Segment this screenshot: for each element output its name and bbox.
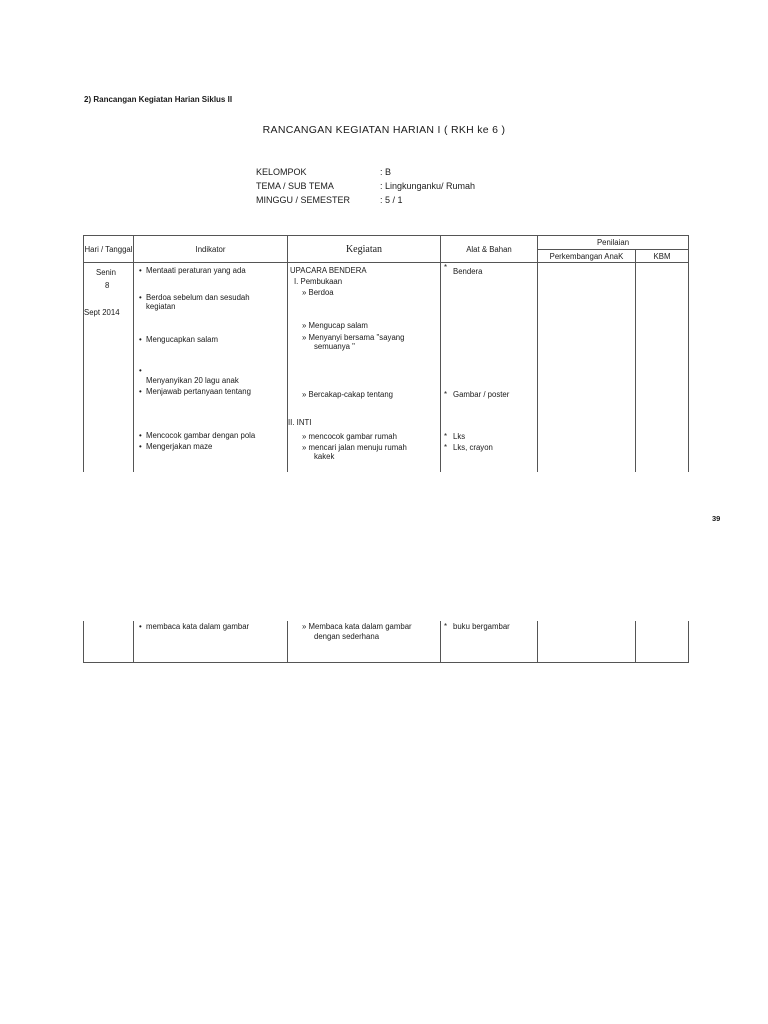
asterisk: * xyxy=(444,432,448,441)
kegiatan-item: » Bercakap-cakap tentang xyxy=(302,390,394,399)
date-day: 8 xyxy=(105,281,110,290)
asterisk: * xyxy=(444,390,448,399)
header-penilaian: Penilaian xyxy=(538,236,689,250)
meta-value: : B xyxy=(380,167,392,177)
indikator-item: • Menjawab pertanyaan tentang xyxy=(146,387,251,396)
meta-label: KELOMPOK xyxy=(256,167,307,177)
indikator-item: • Berdoa sebelum dan sesudah xyxy=(146,293,250,302)
document-title: RANCANGAN KEGIATAN HARIAN I ( RKH ke 6 ) xyxy=(262,124,506,136)
kegiatan-item: » Berdoa xyxy=(302,288,334,297)
cell-perkembangan-anak xyxy=(538,621,636,663)
meta-value: : 5 / 1 xyxy=(380,195,403,205)
alat-item: Lks, crayon xyxy=(453,443,493,452)
asterisk: * xyxy=(444,622,448,631)
indikator-item: Menyanyikan 20 lagu anak xyxy=(146,376,239,385)
header-indikator: Indikator xyxy=(134,236,288,263)
indikator-item: • Mengucapkan salam xyxy=(146,335,218,344)
meta-value: : Lingkunganku/ Rumah xyxy=(380,181,476,191)
kegiatan-item: » Menyanyi bersama "sayang xyxy=(302,333,405,342)
activity-table-continued xyxy=(83,621,689,663)
kegiatan-item: » Mengucap salam xyxy=(302,321,368,330)
cell-indikator xyxy=(134,263,288,473)
bullet-dot: • xyxy=(139,366,142,375)
cell-alat-bahan xyxy=(441,263,538,473)
section-heading: 2) Rancangan Kegiatan Harian Siklus II xyxy=(84,95,233,104)
cell-kegiatan xyxy=(288,263,441,473)
kegiatan-item: UPACARA BENDERA xyxy=(290,266,367,275)
alat-item: buku bergambar xyxy=(453,622,510,631)
cell-hari-tanggal xyxy=(84,263,134,473)
header-perkembangan-anak: Perkembangan AnaK xyxy=(538,250,636,263)
indikator-item: • membaca kata dalam gambar xyxy=(146,622,249,631)
asterisk: * xyxy=(444,263,448,272)
kegiatan-item-cont: semuanya " xyxy=(314,342,355,351)
cell-hari-tanggal xyxy=(84,621,134,663)
indikator-item-cont: kegiatan xyxy=(146,302,176,311)
kegiatan-item: » mencocok gambar rumah xyxy=(302,432,397,441)
alat-item: Lks xyxy=(453,432,466,441)
cell-alat-bahan xyxy=(441,621,538,663)
alat-item: Bendera xyxy=(453,267,483,276)
header-alat-bahan: Alat & Bahan xyxy=(441,236,538,263)
kegiatan-item: » mencari jalan menuju rumah xyxy=(302,443,407,452)
kegiatan-item: II. INTI xyxy=(288,418,312,427)
header-kegiatan: Kegiatan xyxy=(288,236,441,263)
kegiatan-item: I. Pembukaan xyxy=(294,277,343,286)
day-label: Senin xyxy=(96,268,116,277)
cell-kegiatan xyxy=(288,621,441,663)
meta-label: MINGGU / SEMESTER xyxy=(256,195,351,205)
cell-kbm xyxy=(636,621,689,663)
page-number: 39 xyxy=(712,514,721,523)
indikator-item: • Mentaati peraturan yang ada xyxy=(146,266,246,275)
activity-table xyxy=(83,235,689,472)
header-kbm: KBM xyxy=(636,250,689,263)
cell-kbm xyxy=(636,263,689,473)
cell-indikator xyxy=(134,621,288,663)
cell-perkembangan-anak xyxy=(538,263,636,473)
indikator-item: • Mengerjakan maze xyxy=(146,442,212,451)
indikator-item: • Mencocok gambar dengan pola xyxy=(146,431,255,440)
date-month-year: Sept 2014 xyxy=(84,308,120,317)
meta-label: TEMA / SUB TEMA xyxy=(256,181,334,191)
kegiatan-item-cont: kakek xyxy=(314,452,335,461)
asterisk: * xyxy=(444,443,448,452)
kegiatan-item-cont: dengan sederhana xyxy=(314,632,380,641)
header-hari-tanggal: Hari / Tanggal xyxy=(84,236,134,263)
alat-item: Gambar / poster xyxy=(453,390,510,399)
kegiatan-item: » Membaca kata dalam gambar xyxy=(302,622,412,631)
